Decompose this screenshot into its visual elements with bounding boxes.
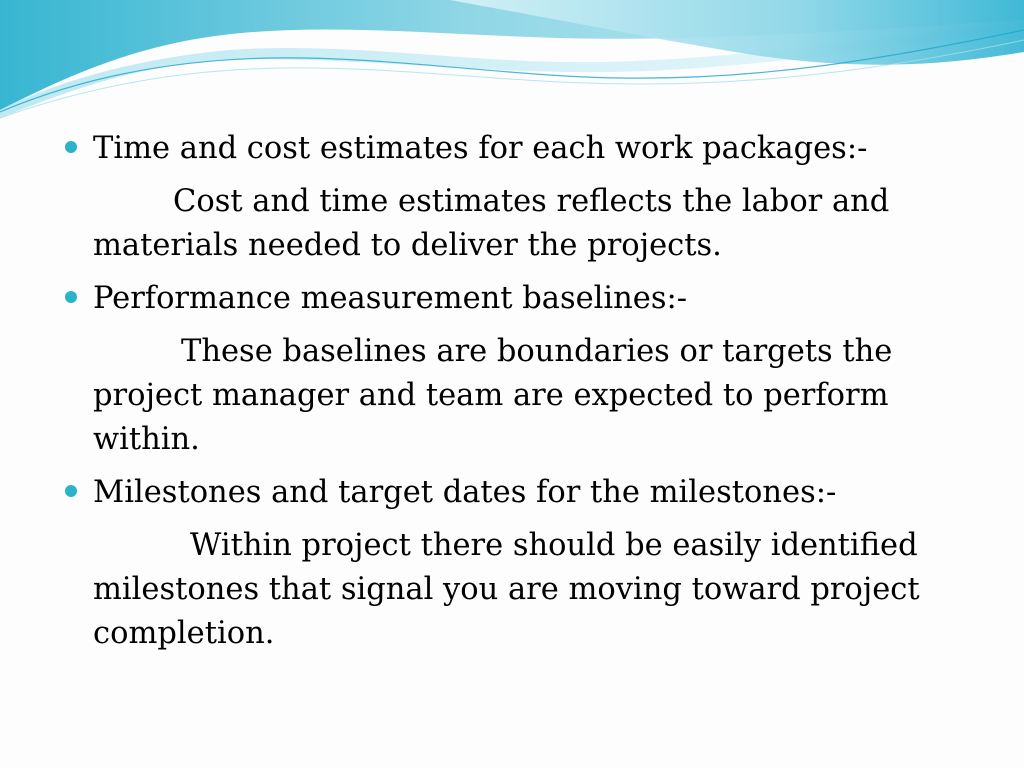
description-line: project manager and team are expected to perform	[93, 378, 889, 413]
bullet-dot-icon	[65, 141, 77, 153]
bullet-item	[62, 127, 962, 268]
bullet-description	[62, 330, 962, 462]
description-line: Within project there should be easily identified	[190, 528, 918, 563]
description-line: These baselines are boundaries or targets the	[181, 334, 893, 369]
bullet-description	[62, 180, 962, 268]
bullet-list	[62, 127, 962, 665]
description-line: milestones that signal you are moving toward project	[93, 572, 920, 607]
bullet-heading: Milestones and target dates for the milestones:-	[93, 475, 837, 510]
bullet-dot-icon	[65, 485, 77, 497]
header-wave-decoration	[0, 0, 1024, 130]
bullet-heading: Performance measurement baselines:-	[93, 281, 688, 316]
description-line: materials needed to deliver the projects.	[93, 228, 722, 263]
bullet-dot-icon	[65, 291, 77, 303]
bullet-description	[62, 524, 962, 656]
bullet-item	[62, 471, 962, 656]
description-line: Cost and time estimates reflects the labor and	[173, 184, 890, 219]
description-line: completion.	[93, 616, 275, 651]
description-line: within.	[93, 422, 200, 457]
bullet-item	[62, 277, 962, 462]
bullet-heading: Time and cost estimates for each work packages:-	[93, 131, 868, 166]
